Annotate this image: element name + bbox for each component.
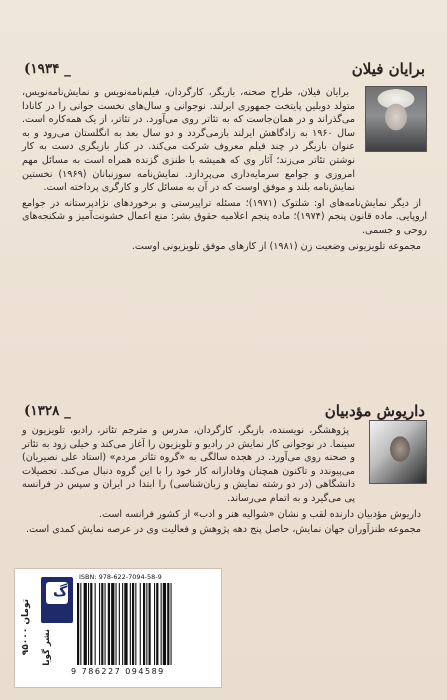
barcode-stripe bbox=[84, 583, 87, 665]
barcode-number: 9 786227 094589 bbox=[71, 667, 165, 676]
barcode-stripe bbox=[132, 583, 134, 665]
barcode-stripe bbox=[116, 583, 117, 665]
barcode-stripe bbox=[171, 583, 172, 665]
barcode-bars bbox=[77, 583, 209, 665]
price-label: ۹۵۰۰۰ تومان bbox=[21, 599, 31, 656]
barcode-stripe bbox=[105, 583, 106, 665]
barcode-stripe bbox=[95, 583, 96, 665]
barcode-stripe bbox=[163, 583, 166, 665]
author-name: برایان فیلان bbox=[351, 60, 425, 78]
author-section-moadabian bbox=[0, 400, 447, 536]
author-heading bbox=[0, 58, 447, 84]
bio-paragraph: پژوهشگر، نویسنده، بازیگر، کارگردان، مدرس و مترجم تئاتر، رادیو، تلویزیون و سینما. در نوجوانی کار نمایش در رادیو و تلویزیون را آغاز می‌کند و خیلی زود به تئاتر و صحنه روی می‌آورد. در هجده سالگی به «گروه تئاتر مردم» (استاد علی نصیریان) می‌پیوندد و تاکنون همچنان وفادارانه کار خود را با این گروه دنبال می‌کند. تحصیلات دانشگاهی (در دو رشته نمایش و زبان‌شناسی) را ابتدا در ایران و سپس در فرانسه پی می‌گیرد و به اتمام می‌رساند. bbox=[22, 425, 355, 504]
barcode-stripe bbox=[108, 583, 110, 665]
bio-paragraph: مجموعه تلویزیونی وضعیت زن (۱۹۸۱) از کارهای موفق تلویزیونی اوست. bbox=[131, 240, 421, 252]
author-bio bbox=[22, 86, 427, 255]
barcode-stripe bbox=[88, 583, 89, 665]
barcode-stripe bbox=[143, 583, 145, 665]
barcode-stripe bbox=[124, 583, 127, 665]
barcode-stripe bbox=[101, 583, 103, 665]
barcode-stripe bbox=[140, 583, 141, 665]
author-dates: (۱۳۲۸ _ bbox=[24, 403, 71, 419]
publisher-logo-icon bbox=[46, 582, 68, 604]
barcode-stripe bbox=[135, 583, 136, 665]
barcode-stripe bbox=[156, 583, 158, 665]
bio-paragraph: برایان فیلان، طراح صحنه، بازیگر، کارگردان، فیلم‌نامه‌نویس و نمایش‌نامه‌نویس، متولد دوبلین پایتخت جمهوری ایرلند. نوجوانی و سال‌های نخست جوانی را در کانادا می‌گذراند و در همان‌جاست که به تئاتر روی می‌آورد. در تئاتر، از یک همه‌کاره است. سال ۱۹۶۰ به زادگاهش ایرلند بازمی‌گردد و دو سال بعد به انگلستان می‌رود و به عنوان بازیگر در چند فیلم معروف شرکت می‌کند. در کنار بازیگری دست به کار نوشتن تئاتر می‌زند؛ آثار وی که همیشه با طنزی گزنده همراه است به مسائل مهم امروزی و جوامع سرمایه‌داری می‌پردازد. نمایش‌نامه سوزنبانان (۱۹۶۹) نخستین نمایش‌نامه بلند و موفق اوست که در آن به مسائل کار و کارگری پرداخته است. bbox=[22, 87, 356, 194]
bio-paragraph: مجموعه طنزآوران جهان نمایش، حاصل پنج دهه پژوهش و فعالیت وی در عرصه نمایش کمدی است. bbox=[26, 524, 421, 536]
barcode-stripe bbox=[146, 583, 147, 665]
author-bio bbox=[22, 424, 427, 539]
barcode-stripe bbox=[111, 583, 114, 665]
barcode-stripe bbox=[90, 583, 92, 665]
barcode-stripe bbox=[99, 583, 100, 665]
barcode-stripe bbox=[167, 583, 169, 665]
publisher-name: نشر گویا bbox=[42, 629, 52, 666]
barcode-stripe bbox=[154, 583, 155, 665]
barcode-panel bbox=[14, 568, 222, 688]
barcode-stripe bbox=[122, 583, 123, 665]
bio-paragraph: از دیگر نمایش‌نامه‌های او: شلتوک (۱۹۷۱)؛ مسئله تراپیرستی و برخوردهای نژادپرستانه در جوامع اروپایی. ماده قانون پنجم (۱۹۷۴)؛ ماده پنجم اعلامیه حقوق بشر: منع اعمال خشونت‌آمیز و شکنجه‌های روحی و جسمی. bbox=[22, 197, 427, 236]
barcode-stripe bbox=[149, 583, 151, 665]
barcode-stripe bbox=[119, 583, 120, 665]
barcode-stripe bbox=[77, 583, 79, 665]
barcode-stripe bbox=[80, 583, 81, 665]
author-dates: (۱۹۳۴ _ bbox=[24, 61, 71, 77]
author-name: داریوش مؤدبیان bbox=[324, 402, 425, 420]
author-section-phelan bbox=[0, 58, 447, 252]
publisher-logo bbox=[41, 577, 73, 623]
barcode-stripe bbox=[130, 583, 131, 665]
bio-paragraph: داریوش مؤدبیان دارنده لقب و نشان «شوالیه هنر و ادب» از کشور فرانسه است. bbox=[98, 508, 421, 520]
barcode-stripe bbox=[161, 583, 162, 665]
publisher-logo-glyph: گ bbox=[53, 584, 68, 600]
isbn-label: ISBN: 978-622-7094-58-9 bbox=[79, 573, 162, 581]
